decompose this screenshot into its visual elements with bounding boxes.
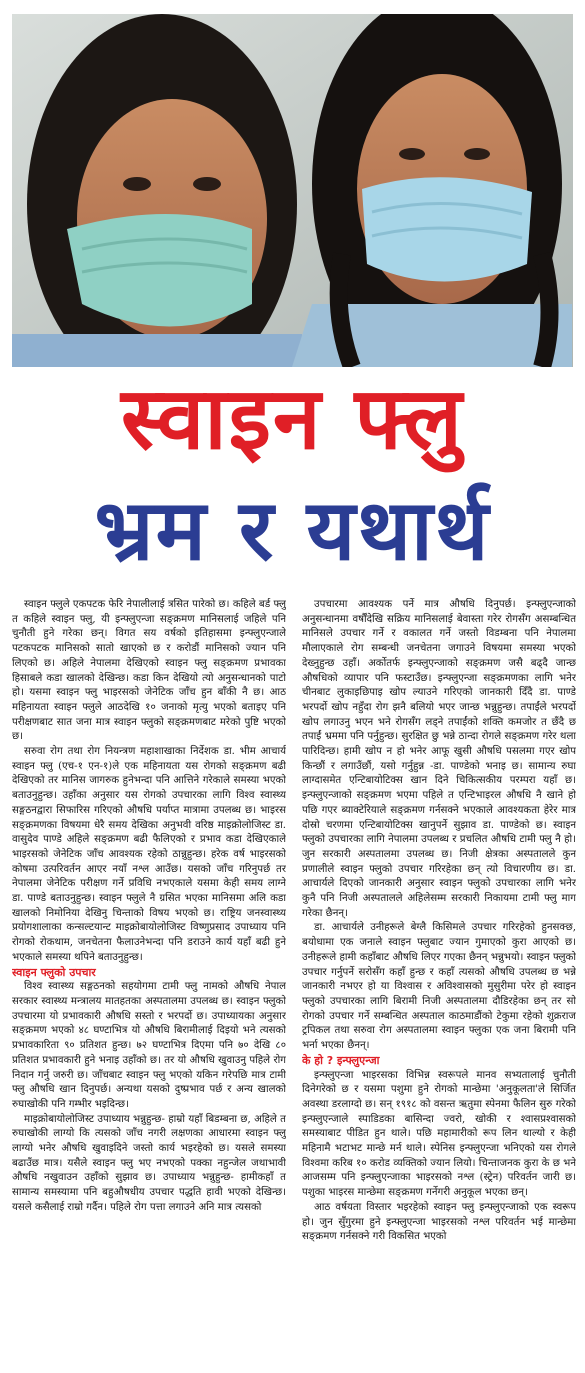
headline-line-1: स्वाइन फ्लु bbox=[121, 369, 464, 469]
article-paragraph: माइक्रोबायोलोजिस्ट उपाध्याय भन्नुहुन्छ- हाम्रो यहाँ बिडम्बना छ, अहिले त रुघाखोकी लाग्यो कि त्यसको जाँच नगरी लक्षणका आधारमा स्वाइन फ्लु लाग्यो भनेर औषधि खुवाइदिने जस्तो कार्य भइरहेको छ। यसले समस्या बढाउँछ मात्र। यसैले स्वाइन फ्लु भए नभएको पक्का नहुन्जेल जथाभावी औषधि नखुवाउन उहाँको सुझाव छ। उपाध्याय भन्नुहुन्छ- हामीकहाँ त सामान्य समस्यामा पनि बहुऔषधीय उपचार पद्धति हावी भएको देखिन्छ। यसले कसैलाई राम्रो गर्दैन। पहिले रोग पत्ता लगाउने अनि मात्र त्यसको bbox=[12, 1113, 286, 1213]
section-subheading: के हो ? इन्फ्लुएन्जा bbox=[302, 1053, 380, 1067]
section-subheading: स्वाइन फ्लुको उपचार bbox=[12, 965, 96, 979]
masked-children-illustration bbox=[12, 14, 573, 367]
article-column-right bbox=[302, 598, 576, 1366]
article-paragraph: उपचारमा आवश्यक पर्ने मात्र औषधि दिनुपर्छ। इन्फ्लुएन्जाको अनुसन्धानमा वर्षौंदेखि सक्रिय मानिसलाई बेवास्ता गरेर रोगसँग असम्बन्धित मानिसले उपचार गर्ने र वकालत गर्ने जस्तो विडम्बना पनि नेपालमा मौलाएकाले रोग सम्बन्धी जनचेतना जगाउने विषयमा समस्या भएको देख्नुहुन्छ उहाँ। अर्कोतर्फ इन्फ्लुएन्जाको सङ्क्रमण जसै बढ्दै जान्छ औषधिको व्यापार पनि फस्टाउँछ। इन्फ्लुएन्जा सङ्क्रमणका लागि भनेर चीनबाट लुकाइछिपाइ खोप ल्याउने गरिएको जानकारी दिँदै डा. पाण्डे भरपर्दो खोप नहुँदा रोग झनै बलियो भएर जान्छ भन्नुहुन्छ। तपाईंले भरपर्दो खोप लगाउनु भएन भने रोगसँग लड्ने तपाईंको शक्ति कमजोर त छँदै छ तपाईं भ्रममा पनि पर्नुहुन्छ। सुरक्षित छु भन्ने ठान्दा रोगले सङ्क्रमण गरेर थला पारिदिन्छ। हामी खोप न हो भनेर आफू खुसी औषधि पसलमा गएर खोप किन्छौं र लगाउँछौं, यसो गर्नुहुन्न -डा. पाण्डेको भनाइ छ। सामान्य रुघा लाग्दासमेत एन्टिबायोटिक्स खान दिने चिकित्सकीय परम्परा यहाँ छ। इन्फ्लुएन्जाको सङ्क्रमण भएमा पहिले त एन्टिभाइरल औषधि नै खाने हो पछि गएर ब्याक्टेरियाले सङ्क्रमण गर्नसक्ने भएकाले आवश्यकता हेरेर मात्र दोस्रो चरणमा एन्टिबायोटिक्स खानुपर्ने सुझाव डा. पाण्डेको छ। स्वाइन फ्लुको उपचारका लागि नेपालमा उपलब्ध र प्रचलित औषधि टामी फ्लु नै हो। जुन सरकारी अस्पतालमा उपलब्ध छ। निजी क्षेत्रका अस्पतालले कुन प्रणालीले स्वाइन फ्लुको उपचार गरिरहेका छन् त्यो विचारणीय छ। डा. आचार्यले दिएको जानकारी अनुसार स्वाइन फ्लुको उपचारका लागि भनेर कुनै पनि निजी अस्पतालले अहिलेसम्म सरकारी निकायमा टामी फ्लु माग गरेका छैनन्। bbox=[302, 599, 576, 919]
photo-two-girls-wearing-masks bbox=[12, 14, 573, 367]
article-paragraph: डा. आचार्यले उनीहरूले बेग्लै किसिमले उपचार गरिरहेको हुनसक्छ, बयोधामा एक जनाले स्वाइन फ्लुबाट ज्यान गुमाएको कुरा आएको छ। उनीहरूले हामी कहाँबाट औषधि लिएर गएका छैनन् भन्नुभयो। स्वाइन फ्लुको उपचार गर्नुपर्ने सरोसँग कहाँ हुन्छ र कहाँ त्यसको औषधि उपलब्ध छ भन्ने जानकारी नभएर हो या विश्वास र अविश्वासको मुसुरीमा परेर हो स्वाइन फ्लुको उपचारका लागि बिरामी निजी अस्पतालमा दौडिरहेका छन् तर सो रोगको उपचार गर्ने सम्बन्धित अस्पताल काठमाडौंको टेकुमा रहेको शुक्रराज ट्रपिकल तथा सरुवा रोग अस्पतालमा स्वाइन फ्लुका एक जना बिरामी पनि भर्ना भएका छैनन्। bbox=[302, 922, 576, 1052]
article-paragraph: स्वाइन फ्लुले एकपटक फेरि नेपालीलाई त्रसित पारेको छ। कहिले बर्ड फ्लु त कहिले स्वाइन फ्लु, यी इन्फ्लुएन्जा सङ्क्रमण मानिसलाई जहिले पनि चुनौती हुने गरेका छन्। विगत सय वर्षको इतिहासमा इन्फ्लुएन्जाले पटकपटक मानिसको सातो खाएको छ र करोडौं मानिसको ज्यान पनि लिएको छ। अहिले नेपालमा देखिएको स्वाइन फ्लु सङ्क्रमण प्रभावका हिसाबले कडा खालको देखिन्छ। कडा किन देखियो त्यो अनुसन्धानको पाटो हो। यसमा स्वाइन फ्लु भाइरसको जेनेटिक जाँच हुन बाँकी नै छ। आठ महिनायता स्वाइन फ्लुले आठदेखि १० जनाको मृत्यु भएको बताइए पनि परीक्षणबाट सात जना मात्र स्वाइन फ्लुको सङ्क्रमणबाट मरेको पुष्टि भएको छ। bbox=[12, 599, 286, 743]
article-paragraph: इन्फ्लुएन्जा भाइरसका विभिन्न स्वरूपले मानव सभ्यतालाई चुनौती दिनेगरेको छ र यसमा पशुमा हुने रोगको मान्छेमा 'अनुकूलता'ले सिर्जित अवस्था डरलाग्दो छ। सन् १९१८ को वसन्त ऋतुमा स्पेनमा फैलिन सुरु गरेको इन्फ्लुएन्जाले स्पाडिडका बासिन्दा ज्वरो, खोकी र श्वासप्रश्वासको समस्याबाट पीडित हुन थाले। पछि महामारीको रूप लिन थाल्यो र केही महिनामै भटाभट मान्छे मर्न थाले। स्पेनिस इन्फ्लुएन्जा भनिएको यस रोगले विश्वमा करिब १० करोड व्यक्तिको ज्यान लियो। चिन्ताजनक कुरा के छ भने आजसम्म पनि इन्फ्लुएन्जाका भाइरसको नश्ल (स्ट्रेन) परिवर्तन जारी छ। पशुका भाइरस मान्छेमा सङ्क्रमण गर्नेगरी अनुकूल भएका छन्। bbox=[302, 1069, 576, 1199]
headline-line-2: भ्रम र यथार्थ bbox=[94, 481, 491, 579]
article-paragraph: सरुवा रोग तथा रोग नियन्त्रण महाशाखाका निर्देशक डा. भीम आचार्य स्वाइन फ्लु (एच-१ एन-१)ले एक महिनायता यस रोगको सङ्क्रमण बढी देखिएको तर मानिस जागरुक हुनेभन्दा पनि आत्तिने गरेकाले समस्या भएको बताउनुहुन्छ। उहाँका अनुसार यस रोगको उपचारका लागि विश्व स्वास्थ्य सङ्गठनद्वारा सिफारिस गरिएको औषधि पर्याप्त मात्रामा उपलब्ध छ। भाइरस सङ्क्रमणका विषयमा धेरै समय देखिका अनुभवी वरिष्ठ माइक्रोलोजिस्ट डा. वासुदेव पाण्डे अहिले सङ्क्रमण बढी फैलिएको र प्रभाव कडा देखिएकाले भाइरसको जेनेटिक जाँच आवश्यक रहेको ठान्नुहुन्छ। हरेक वर्ष भाइरसको कोषमा उत्परिवर्तन आएर नयाँ नश्ल आउँछ। यसको जाँच गरिनुपर्छ तर नेपालमा जेनेटिक परीक्षण गर्ने प्रविधि नभएकाले यसमा केही समय लाग्ने डा. पाण्डे बताउनुहुन्छ। स्वाइन फ्लुले नै ग्रसित भएका मानिसमा अलि कडा खालको निमोनिया देखिनु चिन्ताको विषय भएको छ। राष्ट्रिय जनस्वास्थ्य प्रयोगशालाका कन्सल्टयान्ट माइक्रोबायोलोजिस्ट विष्णुप्रसाद उपाध्याय पनि रोगको रोकथाम, जनचेतना फैलाउनेभन्दा पनि डराउने कार्य यहाँ बढी हुने भएकाले समस्या थपिने बताउनुहुन्छ। bbox=[12, 746, 286, 963]
article-paragraph: आठ वर्षयता विस्तार भइरहेको स्वाइन फ्लु इन्फ्लुएन्जाको एक स्वरूप हो। जुन सुँगुरमा हुने इन्फ्लुएन्जा भाइरसको नश्ल परिवर्तन भई मान्छेमा सङ्क्रमण गर्नसक्ने गरी विकसित भएको bbox=[302, 1201, 576, 1243]
article-paragraph: विश्व स्वास्थ्य सङ्गठनको सहयोगमा टामी फ्लु नामको औषधि नेपाल सरकार स्वास्थ्य मन्त्रालय मातहतका अस्पतालमा उपलब्ध छ। स्वाइन फ्लुको उपचारमा यो प्रभावकारी औषधि सस्तो र भरपर्दो छ। उपाध्यायका अनुसार सङ्क्रमण भएको ४८ घण्टाभित्र यो औषधि बिरामीलाई दिइयो भने त्यसको प्रभावकारिता ९० प्रतिशत हुन्छ। ७२ घण्टाभित्र दिएमा पनि ७० देखि ८० प्रतिशत प्रभावकारी हुने भनाइ उहाँको छ। तर यो औषधि खुवाउनु पहिले रोग निदान गर्नु जरुरी छ। जाँचबाट स्वाइन फ्लु भएको यकिन गरेपछि मात्र टामी फ्लु औषधि खान दिनुपर्छ। अन्यथा यसको दुष्प्रभाव पर्छ र अन्य खालको रुघाखोकी पनि गम्भीर भइदिन्छ। bbox=[12, 981, 286, 1110]
article-column-left bbox=[12, 598, 286, 1366]
